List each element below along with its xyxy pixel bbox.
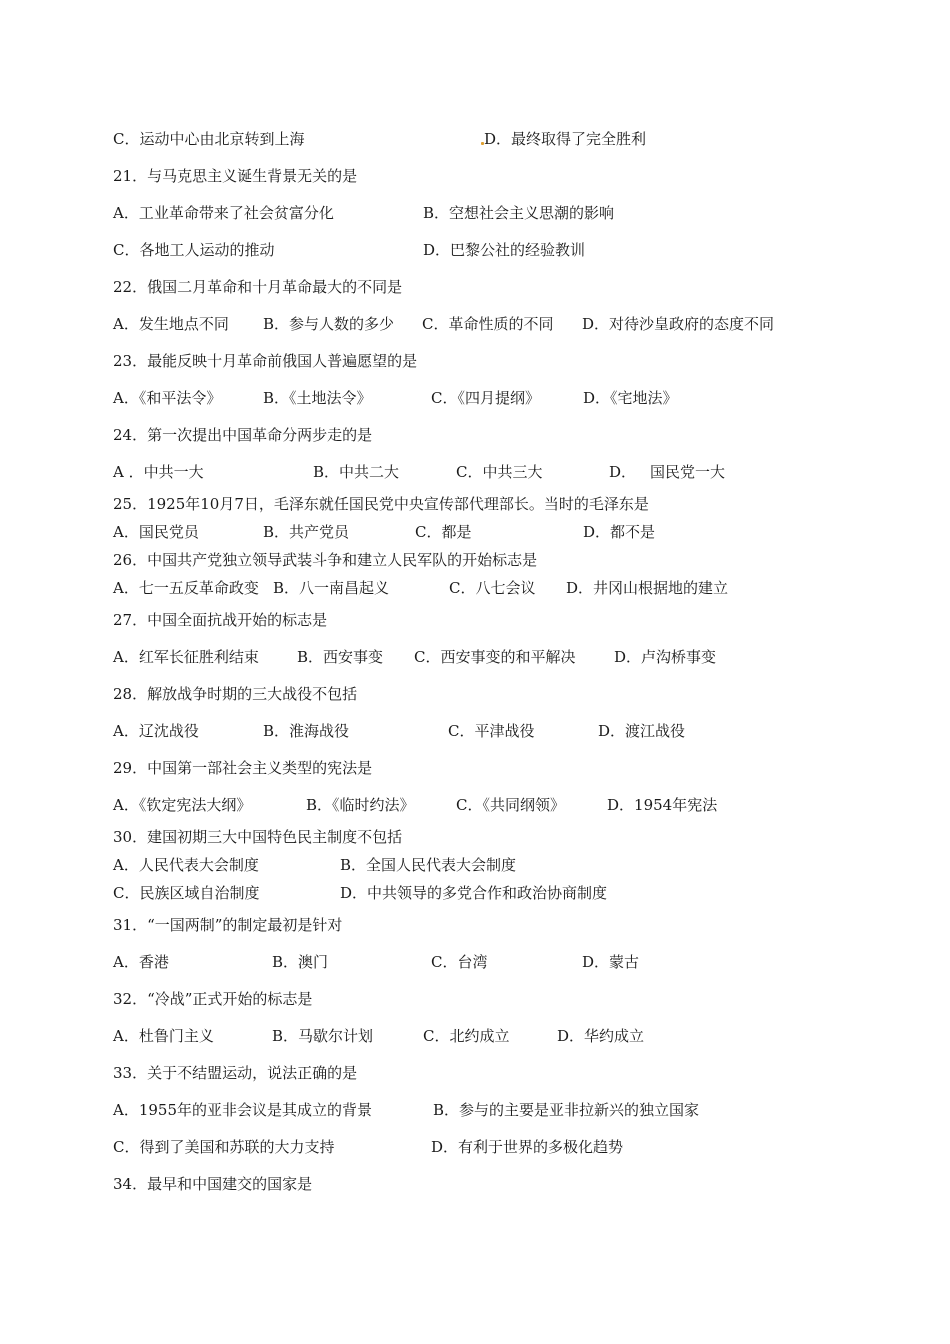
question-stem: 21．与马克思主义诞生背景无关的是	[113, 167, 358, 185]
question-stem: 32．“冷战”正式开始的标志是	[113, 990, 313, 1008]
question-stem: 22．俄国二月革命和十月革命最大的不同是	[113, 278, 403, 296]
answer-option: B．参与的主要是亚非拉新兴的独立国家	[433, 1101, 700, 1119]
question-stem: 31．“一国两制”的制定最初是针对	[113, 916, 343, 934]
answer-option: D．渡江战役	[598, 722, 686, 740]
answer-option: D．中共领导的多党合作和政治协商制度	[340, 884, 608, 902]
answer-option: D．卢沟桥事变	[614, 648, 717, 666]
answer-option: D．最终取得了完全胜利	[484, 130, 647, 148]
answer-option: B．马歇尔计划	[272, 1027, 374, 1045]
answer-option: A．香港	[113, 953, 169, 971]
question-stem: 24．第一次提出中国革命分两步走的是	[113, 426, 373, 444]
answer-option: A．杜鲁门主义	[113, 1027, 214, 1045]
answer-option: C．北约成立	[423, 1027, 510, 1045]
answer-option: D．	[609, 463, 637, 481]
answer-option: C．中共三大	[456, 463, 543, 481]
answer-option: C．《四月提纲》	[431, 389, 540, 407]
answer-option: A．七一五反革命政变	[113, 579, 259, 597]
answer-option: B．八一南昌起义	[273, 579, 390, 597]
answer-option: C．都是	[415, 523, 472, 541]
question-stem: 30．建国初期三大中国特色民主制度不包括	[113, 828, 403, 846]
answer-option: D．1954年宪法	[607, 796, 718, 814]
answer-option: C．台湾	[431, 953, 488, 971]
answer-option: 国民党一大	[650, 463, 726, 481]
answer-option: A．1955年的亚非会议是其成立的背景	[113, 1101, 373, 1119]
answer-option: D．有利于世界的多极化趋势	[431, 1138, 624, 1156]
answer-option: D．井冈山根据地的建立	[566, 579, 729, 597]
answer-option: C．革命性质的不同	[422, 315, 554, 333]
answer-option: B．中共二大	[313, 463, 400, 481]
answer-option: D．对待沙皇政府的态度不同	[582, 315, 775, 333]
answer-option: A．发生地点不同	[113, 315, 229, 333]
question-stem: 28．解放战争时期的三大战役不包括	[113, 685, 358, 703]
question-stem: 34．最早和中国建交的国家是	[113, 1175, 313, 1193]
answer-option: C．运动中心由北京转到上海	[113, 130, 305, 148]
answer-option: A ．中共一大	[113, 463, 204, 481]
answer-option: C．平津战役	[448, 722, 535, 740]
answer-option: D．蒙古	[582, 953, 640, 971]
answer-option: A．工业革命带来了社会贫富分化	[113, 204, 334, 222]
answer-option: A．《和平法令》	[113, 389, 222, 407]
answer-option: B．参与人数的多少	[263, 315, 395, 333]
answer-option: B．澳门	[272, 953, 329, 971]
answer-option: A．辽沈战役	[113, 722, 199, 740]
answer-option: D．都不是	[583, 523, 656, 541]
question-stem: 25．1925年10月7日，毛泽东就任国民党中央宣传部代理部长。当时的毛泽东是	[113, 495, 649, 513]
answer-option: B．西安事变	[297, 648, 384, 666]
question-stem: 33．关于不结盟运动，说法正确的是	[113, 1064, 358, 1082]
question-stem: 26．中国共产党独立领导武装斗争和建立人民军队的开始标志是	[113, 551, 538, 569]
question-stem: 27．中国全面抗战开始的标志是	[113, 611, 328, 629]
answer-option: B．全国人民代表大会制度	[340, 856, 517, 874]
answer-option: C．八七会议	[449, 579, 536, 597]
answer-option: A．红军长征胜利结束	[113, 648, 259, 666]
answer-option: C．西安事变的和平解决	[414, 648, 576, 666]
question-stem: 23．最能反映十月革命前俄国人普遍愿望的是	[113, 352, 418, 370]
answer-option: D．《宅地法》	[583, 389, 678, 407]
answer-option: A．人民代表大会制度	[113, 856, 259, 874]
question-stem: 29．中国第一部社会主义类型的宪法是	[113, 759, 373, 777]
answer-option: B．共产党员	[263, 523, 350, 541]
answer-option: B．《土地法令》	[263, 389, 372, 407]
answer-option: B．《临时约法》	[306, 796, 415, 814]
answer-option: C．各地工人运动的推动	[113, 241, 275, 259]
answer-option: C．得到了美国和苏联的大力支持	[113, 1138, 335, 1156]
answer-option: A．《钦定宪法大纲》	[113, 796, 252, 814]
stray-mark	[481, 142, 484, 145]
answer-option: A．国民党员	[113, 523, 199, 541]
answer-option: D．华约成立	[557, 1027, 645, 1045]
answer-option: B．淮海战役	[263, 722, 350, 740]
answer-option: B．空想社会主义思潮的影响	[423, 204, 615, 222]
answer-option: C．民族区域自治制度	[113, 884, 260, 902]
answer-option: D．巴黎公社的经验教训	[423, 241, 586, 259]
answer-option: C．《共同纲领》	[456, 796, 565, 814]
